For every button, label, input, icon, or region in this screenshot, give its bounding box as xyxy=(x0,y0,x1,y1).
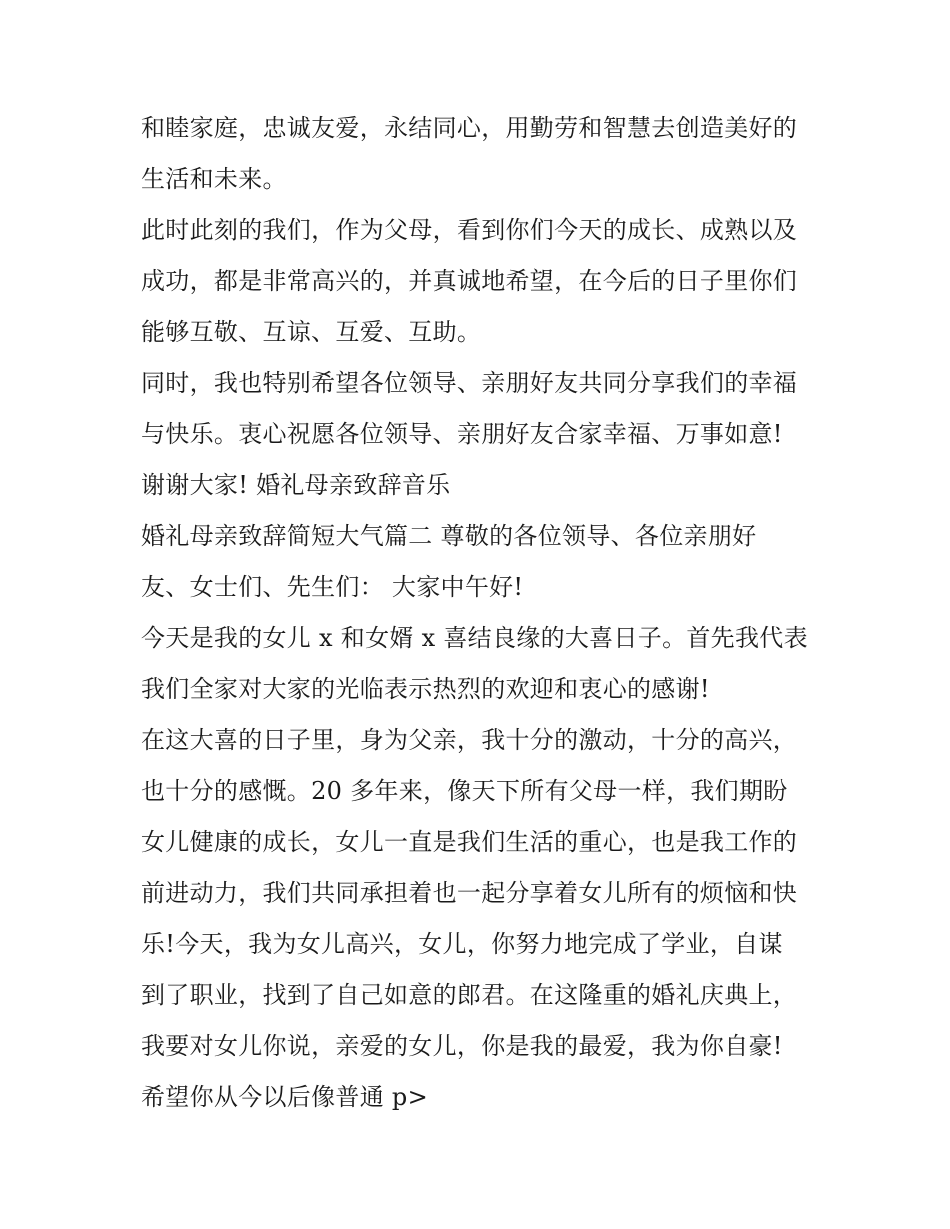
text-line: 生活和未来。 xyxy=(141,165,287,193)
text-line: 能够互敬、互谅、互爱、互助。 xyxy=(141,318,482,346)
text-line: 前进动力，我们共同承担着也一起分享着女儿所有的烦恼和快 xyxy=(141,879,798,907)
document-text xyxy=(141,103,821,1123)
text-line: 成功，都是非常高兴的，并真诚地希望，在今后的日子里你们 xyxy=(141,267,798,295)
text-line: 谢谢大家! 婚礼母亲致辞音乐 xyxy=(141,471,451,499)
text-line: 到了职业，找到了自己如意的郎君。在这隆重的婚礼庆典上， xyxy=(141,981,798,1009)
text-line: 也十分的感慨。20 多年来，像天下所有父母一样，我们期盼 xyxy=(141,777,788,805)
text-line: 我们全家对大家的光临表示热烈的欢迎和衷心的感谢! xyxy=(141,675,710,703)
text-line: 婚礼母亲致辞简短大气篇二 尊敬的各位领导、各位亲朋好 xyxy=(141,522,757,550)
text-line: 和睦家庭，忠诚友爱，永结同心，用勤劳和智慧去创造美好的 xyxy=(141,114,798,142)
text-line: 希望你从今以后像普通 p> xyxy=(141,1083,429,1111)
text-line: 在这大喜的日子里，身为父亲，我十分的激动，十分的高兴， xyxy=(141,726,798,754)
text-line: 乐!今天，我为女儿高兴，女儿，你努力地完成了学业，自谋 xyxy=(141,930,783,958)
text-line: 与快乐。衷心祝愿各位领导、亲朋好友合家幸福、万事如意! xyxy=(141,420,783,448)
text-line: 女儿健康的成长，女儿一直是我们生活的重心，也是我工作的 xyxy=(141,828,798,856)
text-line: 友、女士们、先生们： 大家中午好! xyxy=(141,573,524,601)
text-line: 今天是我的女儿 x 和女婿 x 喜结良缘的大喜日子。首先我代表 xyxy=(141,624,808,652)
text-line: 我要对女儿你说，亲爱的女儿，你是我的最爱，我为你自豪! xyxy=(141,1032,783,1060)
text-line: 同时，我也特别希望各位领导、亲朋好友共同分享我们的幸福 xyxy=(141,369,798,397)
text-line: 此时此刻的我们，作为父母，看到你们今天的成长、成熟以及 xyxy=(141,216,798,244)
